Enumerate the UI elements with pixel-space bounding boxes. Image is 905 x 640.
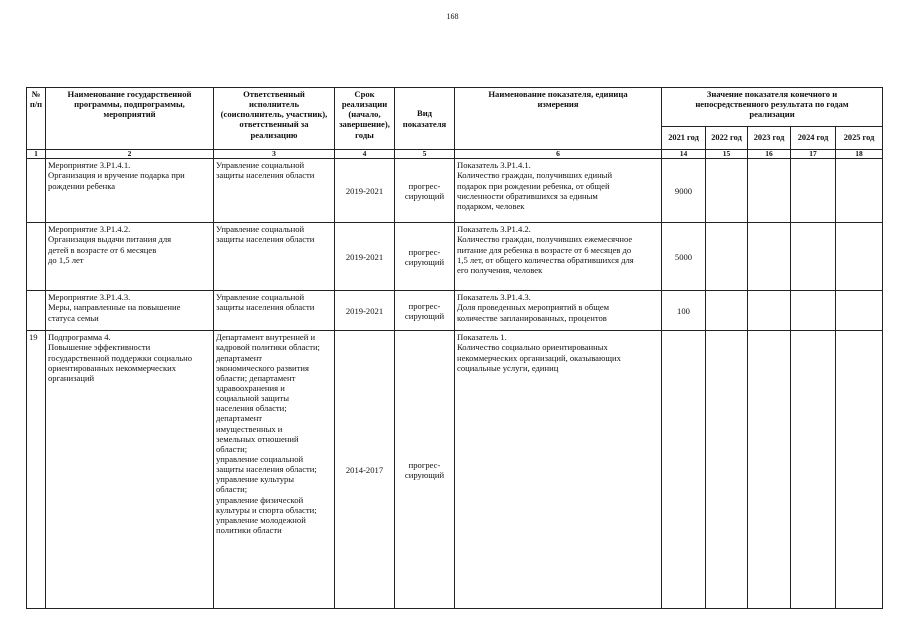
row-value-2023 bbox=[748, 331, 791, 609]
column-number: 1 bbox=[27, 150, 46, 159]
header-year-2024: 2024 год bbox=[791, 127, 836, 150]
row-name: Подпрограмма 4. Повышение эффективности государственной поддержки социально ориентированных некоммерческих организаций bbox=[46, 331, 214, 609]
row-number: 19 bbox=[27, 331, 46, 609]
column-number: 6 bbox=[455, 150, 662, 159]
header-year-2023: 2023 год bbox=[748, 127, 791, 150]
row-name: Мероприятие 3.Р1.4.2. Организация выдачи питания для детей в возрасте от 6 месяцев до 1,5 лет bbox=[46, 223, 214, 291]
header-program-name: Наименование государственной программы, подпрограммы, мероприятий bbox=[46, 88, 214, 150]
table-row bbox=[27, 331, 883, 609]
header-row bbox=[27, 88, 883, 127]
header-year-2022: 2022 год bbox=[706, 127, 748, 150]
row-indicator-type: прогрес- сирующий bbox=[395, 331, 455, 609]
row-value-2024 bbox=[791, 159, 836, 223]
row-value-2021 bbox=[662, 331, 706, 609]
row-period: 2019-2021 bbox=[335, 223, 395, 291]
row-name: Мероприятие 3.Р1.4.1. Организация и вручение подарка при рождении ребенка bbox=[46, 159, 214, 223]
row-value-2024 bbox=[791, 223, 836, 291]
row-value-2022 bbox=[706, 159, 748, 223]
row-value-2022 bbox=[706, 223, 748, 291]
table-row bbox=[27, 159, 883, 223]
row-number bbox=[27, 159, 46, 223]
row-value-2023 bbox=[748, 223, 791, 291]
row-value-2021: 100 bbox=[662, 291, 706, 331]
row-value-2024 bbox=[791, 331, 836, 609]
row-value-2021: 5000 bbox=[662, 223, 706, 291]
row-indicator: Показатель 3.Р1.4.1. Количество граждан, получивших единый подарок при рождении ребенка, от общей численности обратившихся за единым подарком, человек bbox=[455, 159, 662, 223]
indicators-table bbox=[26, 87, 883, 609]
header-executor: Ответственный исполнитель (соисполнитель, участник), ответственный за реализацию bbox=[214, 88, 335, 150]
page-number: 168 bbox=[446, 12, 459, 21]
header-values: Значение показателя конечного и непосредственного результата по годам реализации bbox=[662, 88, 883, 127]
row-value-2025 bbox=[836, 291, 883, 331]
header-year-2025: 2025 год bbox=[836, 127, 883, 150]
column-number: 14 bbox=[662, 150, 706, 159]
row-value-2025 bbox=[836, 223, 883, 291]
row-indicator-type: прогрес- сирующий bbox=[395, 223, 455, 291]
row-name: Мероприятие 3.Р1.4.3. Меры, направленные на повышение статуса семьи bbox=[46, 291, 214, 331]
column-number: 2 bbox=[46, 150, 214, 159]
row-value-2023 bbox=[748, 159, 791, 223]
row-value-2022 bbox=[706, 291, 748, 331]
row-indicator: Показатель 3.Р1.4.2. Количество граждан, получивших ежемесячное питание для ребенка в возрасте от 6 месяцев до 1,5 лет, от общего количества обратившихся для его получения, человек bbox=[455, 223, 662, 291]
table-row bbox=[27, 291, 883, 331]
row-executor: Департамент внутренней и кадровой политики области; департамент экономического развития области; департамент здравоохранения и социальной защиты населения области; департамент имущественных и земельных отношений области; управление социальной защиты населения области; управление культуры области; управление физической культуры и спорта области; управление молодежной политики области bbox=[214, 331, 335, 609]
row-period: 2019-2021 bbox=[335, 159, 395, 223]
column-number: 5 bbox=[395, 150, 455, 159]
header-num: № п/п bbox=[27, 88, 46, 150]
header-year-2021: 2021 год bbox=[662, 127, 706, 150]
row-value-2025 bbox=[836, 159, 883, 223]
row-executor: Управление социальной защиты населения области bbox=[214, 159, 335, 223]
row-period: 2019-2021 bbox=[335, 291, 395, 331]
column-number: 18 bbox=[836, 150, 883, 159]
row-value-2023 bbox=[748, 291, 791, 331]
header-indicator-name: Наименование показателя, единица измерения bbox=[455, 88, 662, 150]
row-period: 2014-2017 bbox=[335, 331, 395, 609]
row-executor: Управление социальной защиты населения области bbox=[214, 291, 335, 331]
row-indicator-type: прогрес- сирующий bbox=[395, 159, 455, 223]
row-value-2022 bbox=[706, 331, 748, 609]
table-row bbox=[27, 223, 883, 291]
row-value-2024 bbox=[791, 291, 836, 331]
column-numbers-row bbox=[27, 150, 883, 159]
row-value-2021: 9000 bbox=[662, 159, 706, 223]
column-number: 16 bbox=[748, 150, 791, 159]
row-number bbox=[27, 223, 46, 291]
row-number bbox=[27, 291, 46, 331]
row-executor: Управление социальной защиты населения области bbox=[214, 223, 335, 291]
row-indicator: Показатель 3.Р1.4.3. Доля проведенных мероприятий в общем количестве запланированных, процентов bbox=[455, 291, 662, 331]
column-number: 15 bbox=[706, 150, 748, 159]
header-indicator-type: Вид показателя bbox=[395, 88, 455, 150]
row-value-2025 bbox=[836, 331, 883, 609]
row-indicator-type: прогрес- сирующий bbox=[395, 291, 455, 331]
column-number: 3 bbox=[214, 150, 335, 159]
row-indicator: Показатель 1. Количество социально ориентированных некоммерческих организаций, оказывающих социальные услуги, единиц bbox=[455, 331, 662, 609]
header-period: Срок реализации (начало, завершение), годы bbox=[335, 88, 395, 150]
column-number: 4 bbox=[335, 150, 395, 159]
column-number: 17 bbox=[791, 150, 836, 159]
